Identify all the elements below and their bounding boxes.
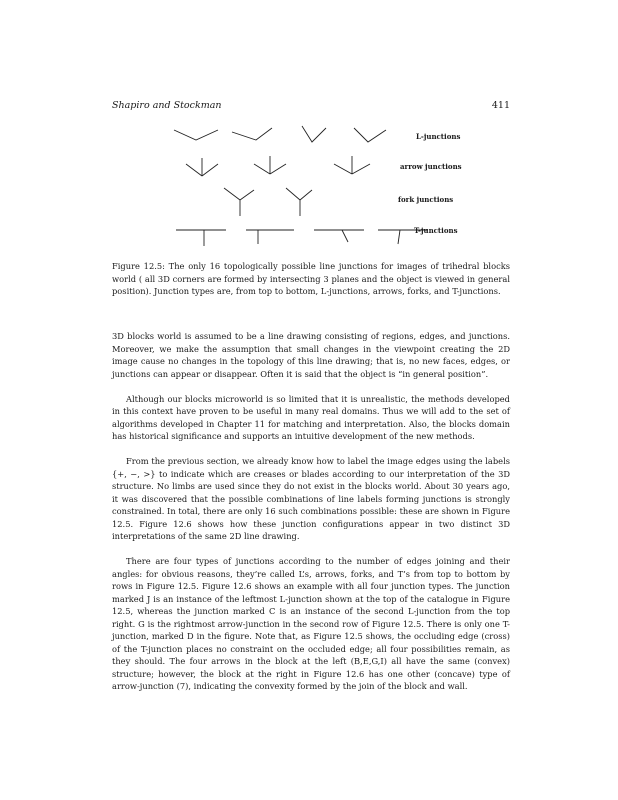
label-l-junctions: L-junctions [416, 132, 461, 141]
paragraph: There are four types of junctions according to the number of edges joining and their angles: for obvious reasons, they’re called L’s, arrows, forks, and T’s from top to bottom by rows in Figure 12.5. Figure 12.6 shows an example with all four junction types. The junction marked J is an instance of the leftmost L-junction shown at the top of the catalogue in Figure 12.5, whereas the junction marked C is an instance of the second L-junction from the top right. G is the rightmost arrow-junction in the second row of Figure 12.5. There is only one T-junction, marked D in the figure. Note that, as Figure 12.5 shows, the occluding edge (cross) of the T-junction places no constraint on the occluded edge; all four possibilities remain, as they should. The four arrows in the block at the left (B,E,G,I) all have the same (convex) structure; however, the block at the right in Figure 12.6 has one other (concave) type of arrow-junction (7), indicating the convexity formed by the join of the block and wall. [112, 556, 510, 691]
paragraph: 3D blocks world is assumed to be a line drawing consisting of regions, edges, and junctions. Moreover, we make the assumption that small changes in the viewpoint creating the 2D image cause no changes in the topology of this line drawing; that is, no new faces, edges, or junctions can appear or disappear. Often it is said that the object is “in general position”. [112, 331, 510, 379]
page-header [112, 100, 510, 114]
figure-caption: Figure 12.5: The only 16 topologically possible line junctions for images of trihedral blocks world ( all 3D corners are formed by intersecting 3 planes and the object is viewed in general position). Junction types are, from top to bottom, L-junctions, arrows, forks, and T-junctions. [112, 261, 510, 296]
t-junction-drawing [176, 230, 428, 246]
arrow-junction-drawing [186, 156, 370, 176]
paragraph: From the previous section, we already know how to label the image edges using the labels {+, −, >} to indicate which are creases or blades according to our interpretation of the 3D structure. No limbs are used since they do not exist in the blocks world. About 30 years ago, it was discovered that the possible combinations of line labels forming junctions is strongly constrained. In total, there are only 16 such combinations possible: these are shown in Figure 12.5. Figure 12.6 shows how these junction configurations appear in two distinct 3D interpretations of the same 2D line drawing. [112, 456, 510, 541]
body-text [112, 330, 510, 693]
label-fork-junctions: fork junctions [398, 195, 454, 204]
page-number: 411 [491, 100, 510, 111]
figure-12-5 [112, 120, 510, 256]
label-arrow-junctions: arrow junctions [400, 162, 462, 171]
fork-junction-drawing [224, 188, 312, 216]
paragraph: Although our blocks microworld is so limited that it is unrealistic, the methods developed in this context have proven to be useful in many real domains. Thus we will add to the set of algorithms developed in Chapter 11 for matching and interpretation. Also, the blocks domain has historical significance and supports an intuitive development of the new methods. [112, 393, 510, 441]
label-t-junctions: T-junctions [414, 226, 458, 235]
running-head: Shapiro and Stockman [112, 100, 222, 111]
l-junction-drawing [174, 126, 386, 142]
